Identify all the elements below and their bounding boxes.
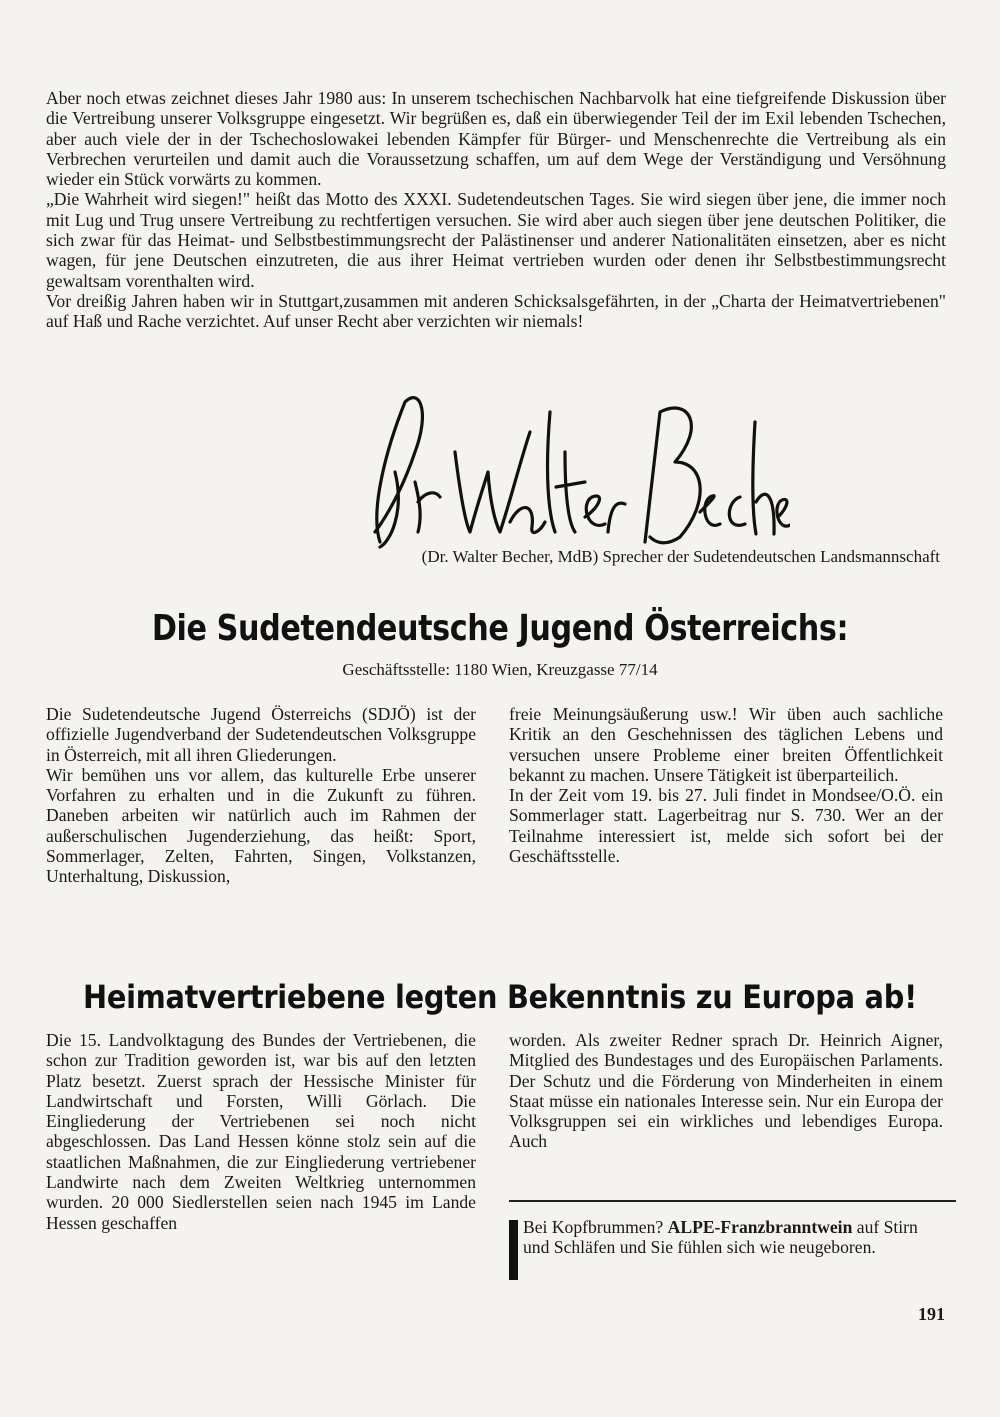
article-paragraph: Wir bemühen uns vor allem, das kulturelle Erbe unserer Vorfahren zu erhalten und in die Zukunft zu führen. Daneben arbeiten wir natürlich auch im Rahmen der außerschulischen Jugenderziehung, das heißt: Sport, Sommerlager, Zelten, Fahrten, Singen, Volkstanzen, Unterhaltung, Diskussion, (46, 764, 476, 887)
article-column-left (46, 1030, 476, 1233)
ad-brand: ALPE-Franzbranntwein (667, 1217, 853, 1237)
intro-text (46, 88, 946, 332)
page-number: 191 (918, 1304, 945, 1324)
ad-text: auf Stirn und Schläfen und Sie fühlen sich wie neugeboren. (523, 1217, 918, 1258)
ad-divider (509, 1200, 956, 1202)
section-title-sdjoe: Die Sudetendeutsche Jugend Österreichs: (151, 608, 849, 649)
article-paragraph: worden. Als zweiter Redner sprach Dr. Heinrich Aigner, Mitglied des Bundestages und des Europäischen Parlaments. Der Schutz und die Förderung von Minderheiten in einem Staat müsse ein nationales Interesse sein. Nur ein Europa der Volksgruppen sei ein wirkliches und lebendiges Europa. Auch (509, 1030, 943, 1152)
article-column-right (509, 704, 943, 866)
intro-paragraph: Aber noch etwas zeichnet dieses Jahr 1980 aus: In unserem tschechischen Nachbarvolk hat eine tiefgreifende Diskussion über die Vertreibung unserer Volksgruppe eingesetzt. Wir begrüßen es, daß ein überwiegender Teil der im Exil lebenden Tschechen, aber auch viele der in der Tschechoslowakei lebenden Kämpfer für Bürger- und Menschenrechte die Vertreibung als ein Verbrechen verurteilen und damit auch die Voraussetzung schaffen, um auf dem Wege der Verständigung und Versöhnung wieder ein Stück vorwärts zu kommen. (46, 88, 946, 190)
intro-paragraph: Vor dreißig Jahren haben wir in Stuttgart,zusammen mit anderen Schicksalsgefährten, in der „Charta der Heimatvertriebenen" auf Haß und Rache verzichtet. Auf unser Recht aber verzichten wir niemals! (46, 290, 946, 332)
article-paragraph: In der Zeit vom 19. bis 27. Juli findet in Mondsee/O.Ö. ein Sommerlager statt. Lagerbeitrag nur S. 730. Wer an der Teilnahme interessiert ist, melde sich sofort bei der Geschäftsstelle. (509, 785, 943, 867)
section-title-europa: Heimatvertriebene legten Bekenntnis zu Europa ab! (83, 978, 917, 1016)
ad-marker-bar (509, 1220, 518, 1280)
ad-text: Bei Kopfbrummen? (523, 1217, 668, 1237)
signature-caption: (Dr. Walter Becher, MdB) Sprecher der Sudetendeutschen Landsmannschaft (421, 547, 940, 566)
article-paragraph: Die 15. Landvolktagung des Bundes der Vertriebenen, die schon zur Tradition geworden ist, war bis auf den letzten Platz besetzt. Zuerst sprach der Hessische Minister für Landwirtschaft und Forsten, Willi Görlach. Die Eingliederung der Vertriebenen sei noch nicht abgeschlossen. Das Land Hessen könne stolz sein auf die staatlichen Maßnahmen, die zur Eingliederung vertriebener Landwirte nach dem Zweiten Weltkrieg unternommen wurden. 20 000 Siedlerstellen seien nach 1945 im Lande Hessen geschaffen (46, 1030, 476, 1233)
section-subtitle-address: Geschäftsstelle: 1180 Wien, Kreuzgasse 77/14 (342, 660, 658, 679)
article-column-left (46, 704, 476, 887)
intro-paragraph: „Die Wahrheit wird siegen!" heißt das Motto des XXXI. Sudetendeutschen Tages. Sie wird siegen über jene, die immer noch mit Lug und Trug unsere Vertreibung zu rechtfertigen versuchen. Sie wird aber auch siegen über jene deutschen Politiker, die sich zwar für das Heimat- und Selbstbestimmungsrecht der Palästinenser und anderer Nationalitäten einsetzen, aber es nicht wagen, für jene Deutschen einzutreten, die aus ihrer Heimat vertrieben wurden oder denen ihr Selbstbestimmungsrecht gewaltsam vorenthalten wird. (46, 189, 946, 291)
article-column-right (509, 1030, 943, 1152)
article-paragraph: freie Meinungsäußerung usw.! Wir üben auch sachliche Kritik an den Geschehnissen des täglichen Lebens und versuchen unsere Probleme einer breiten Öffentlichkeit bekannt zu machen. Unsere Tätigkeit ist überparteilich. (509, 704, 943, 785)
advertisement (523, 1217, 948, 1258)
article-paragraph: Die Sudetendeutsche Jugend Österreichs (SDJÖ) ist der offizielle Jugendverband der Sudetendeutschen Volksgruppe in Österreich, mit all ihren Gliederungen. (46, 704, 476, 765)
handwritten-signature (360, 392, 790, 552)
